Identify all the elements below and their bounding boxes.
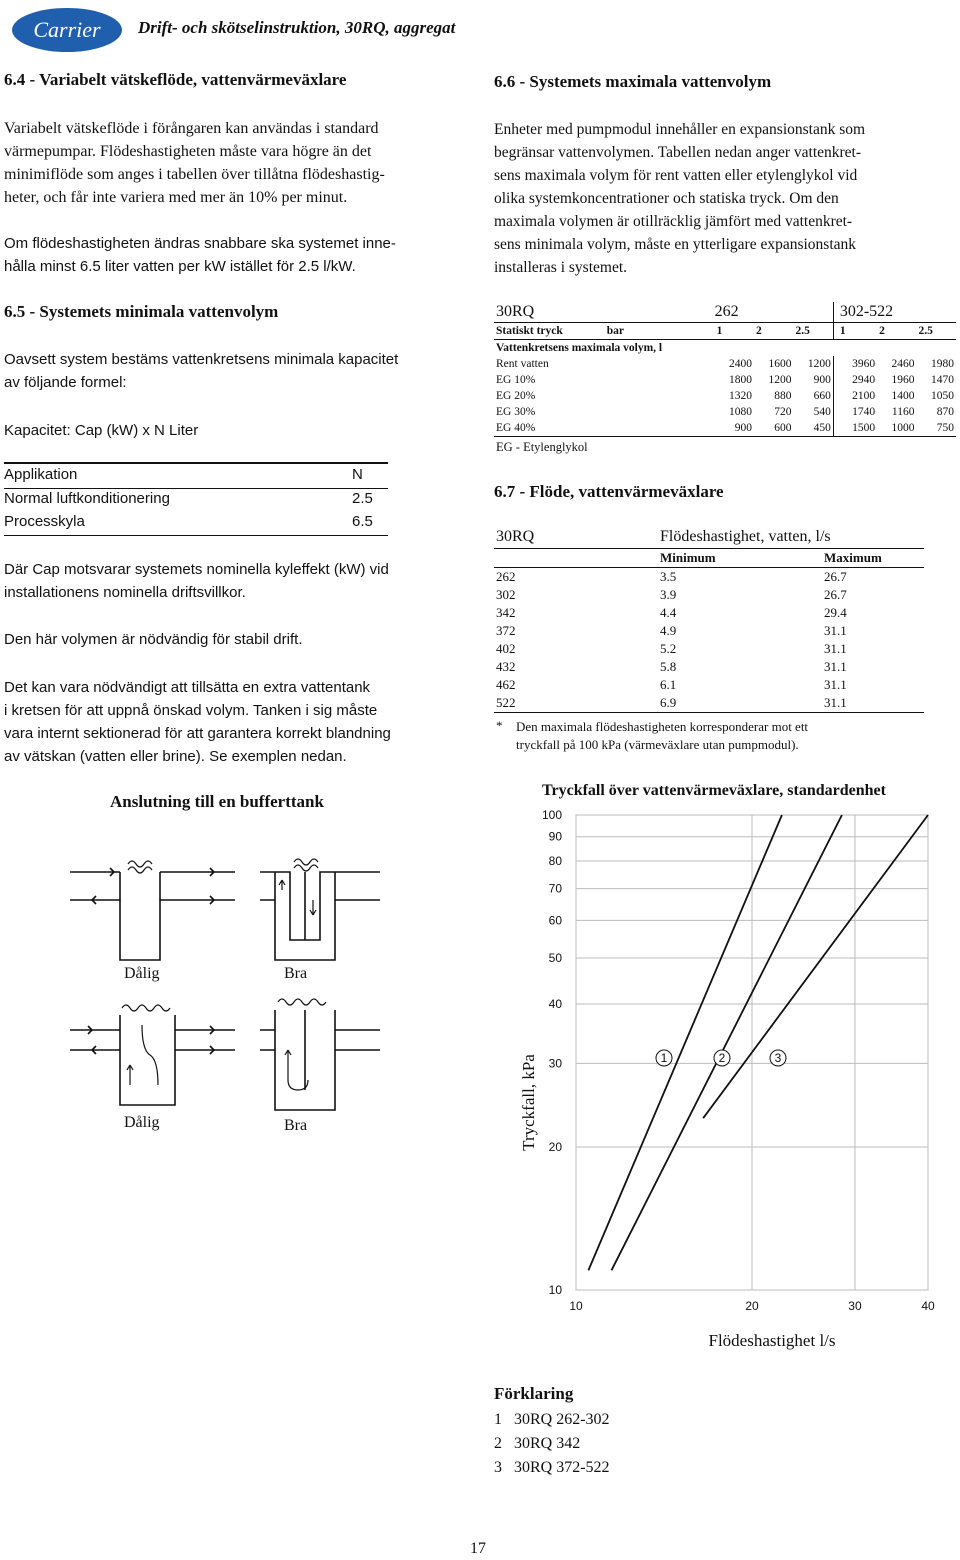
flow-table-max: 31.1 [824, 695, 847, 710]
vol-table-cell: 1980 [931, 358, 954, 370]
flow-table-footnote: Den maximala flödeshastigheten korresponderar mot ett tryckfall på 100 kPa (värmeväxlare utan pumpmodul). [516, 719, 809, 752]
table-row [494, 676, 924, 694]
section-6-5-paragraph-3: Den här volymen är nödvändig för stabil drift. [4, 631, 303, 648]
chart-series-line-2 [611, 815, 841, 1270]
vol-table-pressure: 1 [833, 323, 877, 340]
flow-table-max: 31.1 [824, 659, 847, 674]
chart-x-axis-label: Flödeshastighet l/s [708, 1331, 836, 1350]
vol-table-cell: 900 [813, 374, 831, 386]
table-row [494, 356, 956, 372]
chart-y-tick-label: 30 [548, 1056, 562, 1071]
vol-table-cell: 2100 [833, 388, 877, 404]
legend-label: 30RQ 262-302 [514, 1411, 610, 1428]
legend-key: 3 [494, 1459, 502, 1476]
app-table-row-label: Normal luftkonditionering [4, 490, 170, 507]
legend-title: Förklaring [494, 1384, 574, 1403]
flow-table-min: 4.4 [660, 605, 677, 620]
flow-table-min: 6.9 [660, 695, 677, 710]
table-row [494, 420, 956, 437]
vol-table-cell: 2940 [833, 372, 877, 388]
vol-table-pressure: 2 [879, 325, 885, 337]
table-row [494, 694, 924, 713]
flow-table-max: 29.4 [824, 605, 847, 620]
vol-table-cell: 540 [813, 406, 831, 418]
table-row [494, 372, 956, 388]
app-table-header-rule [4, 488, 388, 489]
vol-table-pressure: 2.5 [918, 325, 933, 337]
vol-table-cell: 750 [936, 422, 954, 434]
vol-table-cell: 1400 [891, 390, 915, 402]
flow-table-min: 6.1 [660, 677, 677, 692]
table-row [494, 568, 924, 587]
diagram-label-bad-1: Dålig [124, 965, 160, 982]
legend-key: 1 [494, 1411, 502, 1428]
legend-label: 30RQ 342 [514, 1435, 581, 1452]
vol-table-cell: 3960 [833, 356, 877, 372]
chart-y-tick-label: 60 [548, 913, 562, 928]
flow-table-min: 5.8 [660, 659, 677, 674]
app-table-row-value: 2.5 [352, 490, 373, 507]
diagram-label-good-2: Bra [284, 1117, 308, 1134]
flow-table-model: 402 [496, 641, 516, 656]
section-6-5-paragraph-2: Där Cap motsvarar systemets nominella kyleffekt (kW) vid installationens nominella driftsvillkor. [4, 561, 389, 601]
chart-series-label-2: 2 [718, 1051, 726, 1065]
chart-series-line-1 [588, 815, 782, 1270]
vol-table-cell: 880 [774, 390, 792, 402]
flow-table-max: 31.1 [824, 623, 847, 638]
flow-table-min: 3.5 [660, 569, 677, 584]
chart-y-tick-label: 50 [548, 950, 562, 965]
tank-diagram-good-1 [260, 859, 380, 960]
tank-diagram-bad-2 [70, 1005, 235, 1105]
vol-table-cell: 1050 [931, 390, 954, 402]
vol-table-pressure: 2 [756, 325, 762, 337]
chart-y-tick-label: 20 [548, 1140, 562, 1155]
section-6-5-heading: 6.5 - Systemets minimala vattenvolym [4, 302, 279, 321]
legend-item [494, 1408, 610, 1432]
table-row [494, 622, 924, 640]
app-table-top-rule [4, 462, 388, 464]
vol-table-cell: 1800 [729, 374, 753, 386]
flow-table-footnote-mark: * [496, 718, 503, 733]
vol-table-cell: 2460 [891, 358, 915, 370]
flow-table-model-label: 30RQ [496, 528, 535, 545]
flow-table-min: 5.2 [660, 641, 677, 656]
buffer-tank-diagram-title: Anslutning till en bufferttank [110, 792, 324, 811]
legend-list [494, 1408, 610, 1480]
vol-table-cell: 450 [813, 422, 831, 434]
flow-table-model: 302 [496, 587, 516, 602]
section-6-4-paragraph-1: Variabelt vätskeflöde i förångaren kan användas i standard värmepumpar. Flödeshastigheten måste vara högre än det minimiflöde som anges i tabellen över tillåtna flödeshastig- heter, och får inte variera med mer än 10% per minut. [4, 120, 385, 206]
flow-table-max: 26.7 [824, 587, 847, 602]
vol-table-cell: 1080 [729, 406, 753, 418]
vol-table-pressure: 2.5 [795, 325, 810, 337]
vol-table-cell: 1320 [729, 390, 753, 402]
flow-table-model: 372 [496, 623, 516, 638]
vol-table-static-unit: bar [606, 325, 625, 337]
vol-table-cell: 720 [774, 406, 792, 418]
chart-series-label-1: 1 [660, 1051, 668, 1065]
table-row [494, 586, 924, 604]
vol-table-model-label: 30RQ [496, 303, 535, 320]
table-row [494, 388, 956, 404]
chart-series-line-3 [703, 815, 928, 1118]
flow-table-max: 31.1 [824, 677, 847, 692]
flow-table-min: 3.9 [660, 587, 677, 602]
app-table-row-value: 6.5 [352, 513, 373, 530]
section-6-4-heading: 6.4 - Variabelt vätskeflöde, vattenvärmeväxlare [4, 70, 347, 89]
vol-table-row-label: EG 10% [496, 374, 536, 386]
vol-table-cell: 1160 [891, 406, 915, 418]
chart-y-tick-label: 100 [541, 808, 562, 822]
app-table-row-label: Processkyla [4, 513, 85, 530]
legend-item [494, 1432, 610, 1456]
vol-table-row-label: EG 20% [496, 390, 536, 402]
chart-y-axis-label: Tryckfall, kPa [519, 1054, 538, 1151]
vol-table-pressure: 1 [716, 325, 723, 337]
flow-table-model: 262 [496, 569, 516, 584]
section-6-6-paragraph: Enheter med pumpmodul innehåller en expansionstank som begränsar vattenvolymen. Tabellen nedan anger vattenkret- sens maximala volym för rent vatten eller etylenglykol vid olika systemkoncentrationer och statiska tryck. Om den maximala volymen är otillräcklig jämfört med vattenkret- sens minimala volym, måste en ytterligare expansionstank installeras i systemet. [494, 121, 866, 276]
chart-x-tick-label: 10 [569, 1299, 583, 1313]
section-6-5-paragraph-1: Oavsett system bestäms vattenkretsens minimala kapacitet av följande formel: [4, 351, 399, 391]
section-6-7-heading: 6.7 - Flöde, vattenvärmeväxlare [494, 482, 724, 501]
vol-table-cell: 1200 [807, 358, 831, 370]
vol-table-cell: 870 [936, 406, 954, 418]
app-table-header-n: N [352, 466, 363, 483]
chart-y-tick-label: 70 [548, 881, 562, 896]
flow-table-max: 31.1 [824, 641, 847, 656]
vol-table-cell: 1500 [833, 420, 877, 437]
app-table-header-application: Applikation [4, 466, 78, 483]
flow-table-max-label: Maximum [824, 550, 882, 565]
table-row [494, 404, 956, 420]
flow-table-min: 4.9 [660, 623, 677, 638]
chart-x-tick-label: 30 [848, 1299, 862, 1313]
vol-table-group-302-522: 302-522 [833, 302, 956, 323]
legend-label: 30RQ 372-522 [514, 1459, 610, 1476]
vol-table-cell: 1000 [891, 422, 915, 434]
section-6-5-paragraph-4: Det kan vara nödvändigt att tillsätta en extra vattentank i kretsen för att uppnå önskad volym. Tanken i sig måste vara internt sektionerad för att garantera korrekt blandning av vätskan (vatten eller brine). Se exemplen nedan. [4, 679, 391, 765]
carrier-logo: Carrier [12, 8, 122, 52]
table-row [494, 640, 924, 658]
max-volume-table [494, 302, 956, 457]
vol-table-cell: 1600 [768, 358, 792, 370]
section-6-6-heading: 6.6 - Systemets maximala vattenvolym [494, 72, 772, 91]
vol-table-group-262: 262 [714, 303, 739, 320]
chart-title: Tryckfall över vattenvärmeväxlare, standardenhet [542, 782, 886, 799]
pressure-drop-chart [490, 775, 960, 1375]
table-row [494, 604, 924, 622]
flow-table-model: 462 [496, 677, 516, 692]
tank-diagram-bad-1 [70, 861, 235, 960]
diagram-label-bad-2: Dålig [124, 1114, 160, 1131]
chart-y-tick-label: 80 [548, 854, 562, 869]
vol-table-row-label: Rent vatten [496, 358, 549, 370]
vol-table-row-label: EG 40% [496, 422, 536, 434]
vol-table-max-volume-label: Vattenkretsens maximala volym, l [496, 342, 663, 354]
flow-table-model: 432 [496, 659, 516, 674]
legend-key: 2 [494, 1435, 502, 1452]
vol-table-cell: 900 [734, 422, 753, 434]
vol-table-static-label: Statiskt tryck [496, 325, 563, 337]
vol-table-cell: 1740 [833, 404, 877, 420]
document-title: Drift- och skötselinstruktion, 30RQ, aggregat [138, 18, 456, 37]
vol-table-cell: 1470 [931, 374, 954, 386]
vol-table-row-label: EG 30% [496, 406, 536, 418]
tank-diagram-good-2 [260, 999, 380, 1110]
diagram-label-good-1: Bra [284, 965, 308, 982]
flow-rate-table [494, 526, 924, 713]
vol-table-cell: 600 [774, 422, 792, 434]
vol-table-cell: 1960 [891, 374, 915, 386]
buffer-tank-diagrams [60, 850, 390, 1150]
capacity-formula: Kapacitet: Cap (kW) x N Liter [4, 422, 199, 439]
chart-y-tick-label: 10 [548, 1283, 562, 1297]
section-6-4-paragraph-2: Om flödeshastigheten ändras snabbare ska systemet inne- hålla minst 6.5 liter vatten per kW istället för 2.5 l/kW. [4, 235, 396, 275]
chart-y-tick-label: 40 [548, 997, 562, 1012]
flow-table-model: 342 [496, 605, 516, 620]
vol-table-note: EG - Etylenglykol [496, 440, 588, 454]
table-row [494, 658, 924, 676]
vol-table-cell: 660 [813, 390, 831, 402]
chart-y-tick-label: 90 [548, 829, 562, 844]
legend-item [494, 1456, 610, 1480]
vol-table-cell: 2400 [729, 358, 753, 370]
flow-table-min-label: Minimum [660, 550, 716, 565]
app-table-bottom-rule [4, 535, 388, 536]
flow-table-max: 26.7 [824, 569, 847, 584]
chart-x-tick-label: 40 [921, 1299, 935, 1313]
chart-x-tick-label: 20 [745, 1299, 759, 1313]
flow-table-model: 522 [496, 695, 516, 710]
flow-table-title: Flödeshastighet, vatten, l/s [660, 528, 831, 545]
page-number: 17 [470, 1540, 486, 1557]
chart-series-label-3: 3 [774, 1051, 782, 1065]
vol-table-cell: 1200 [768, 374, 792, 386]
